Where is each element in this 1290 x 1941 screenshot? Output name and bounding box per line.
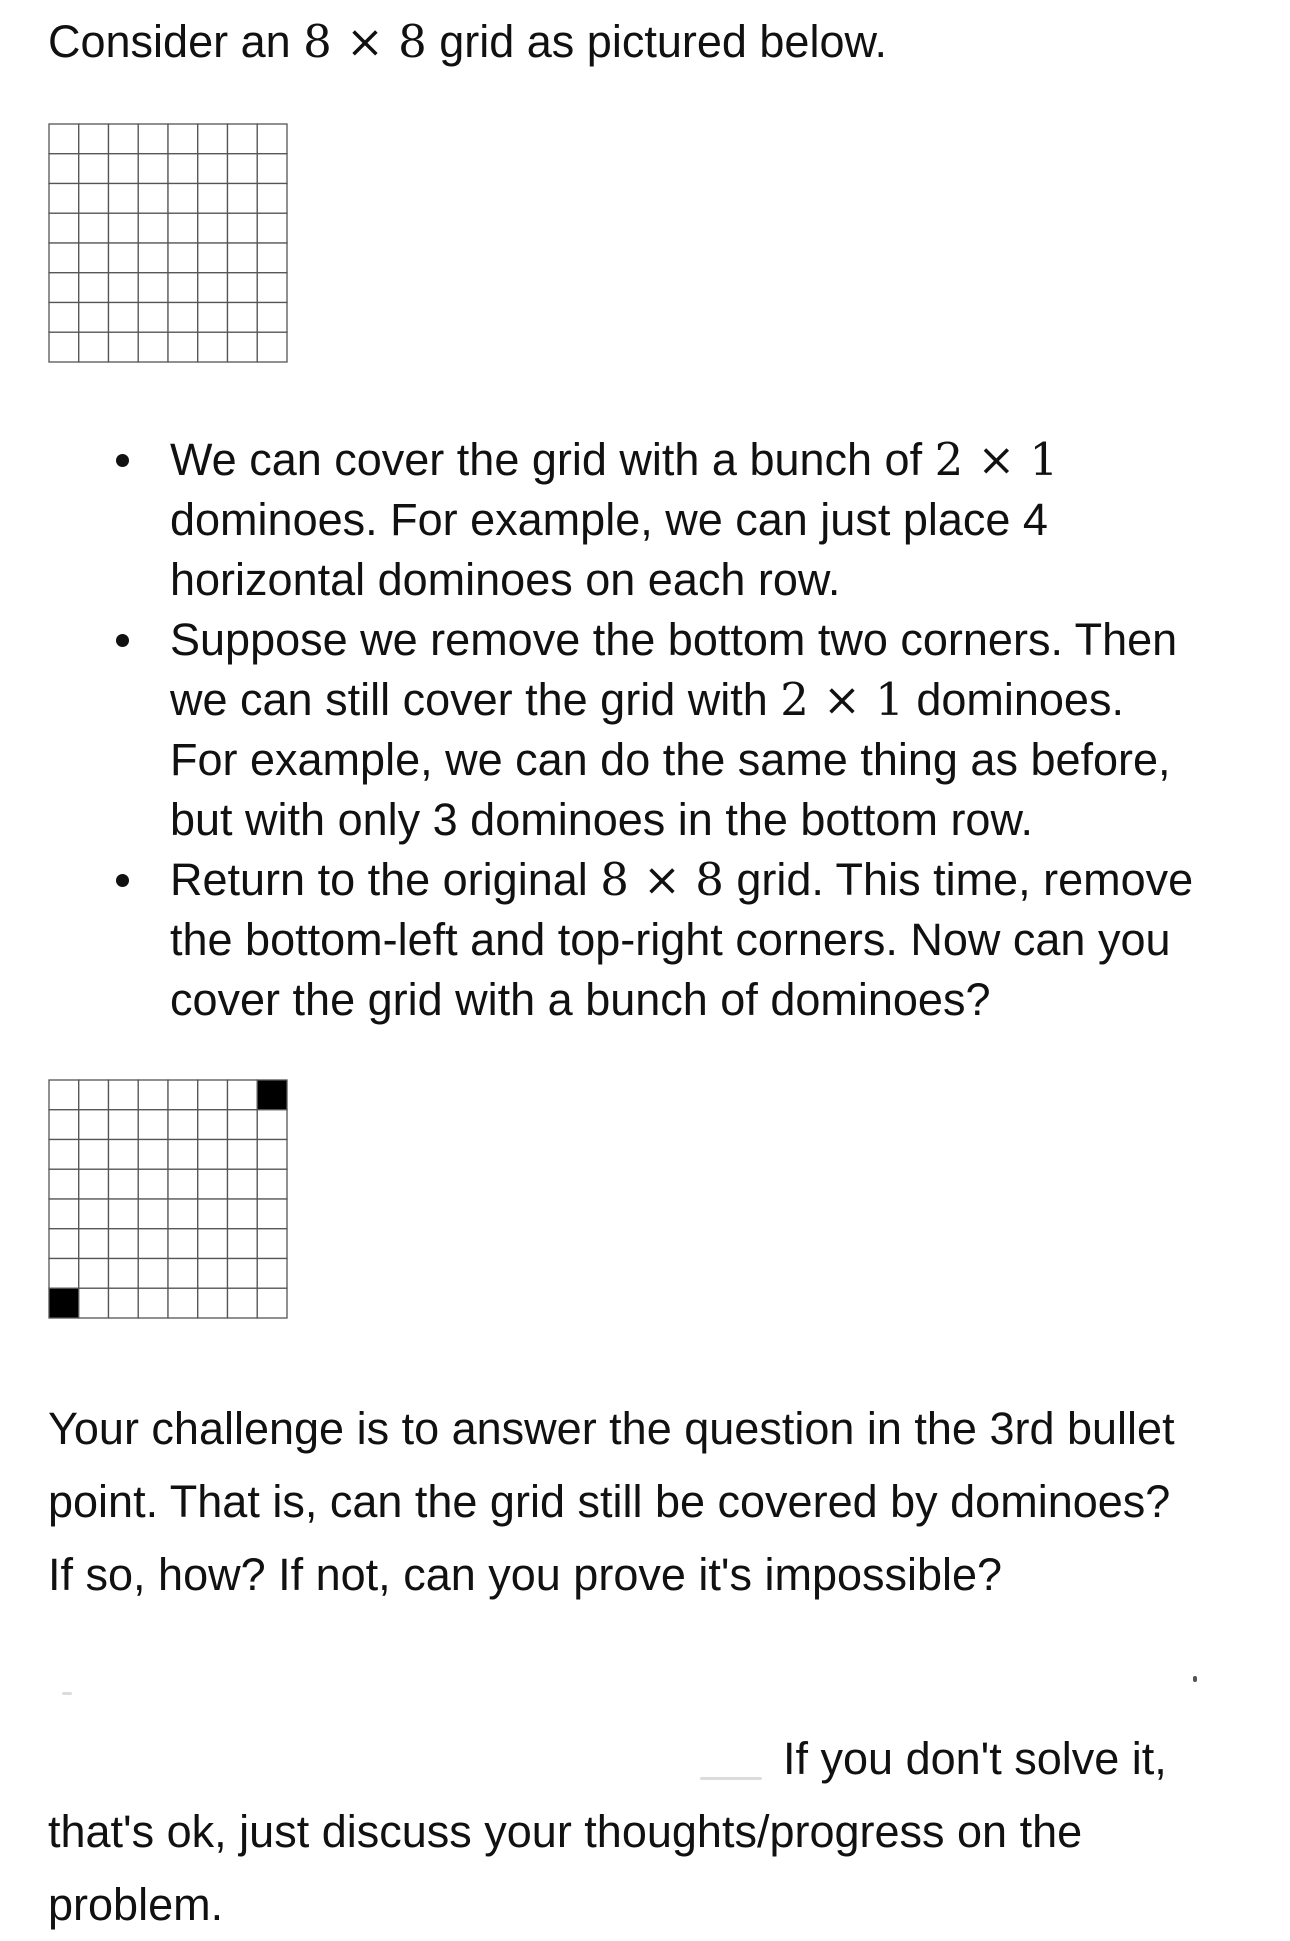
bullet-3-line-3: cover the grid with a bunch of dominoes? [170,974,991,1025]
bullet-list [110,430,1193,1030]
grid-cell [138,184,168,214]
grid-cell [49,1140,79,1170]
grid-cell [49,1199,79,1229]
grid-cell [198,273,228,303]
grid-cell [79,1110,109,1140]
grid-cell [257,1288,287,1318]
grid-cell [79,1259,109,1289]
grid-cell [49,1110,79,1140]
grid-cell [138,243,168,273]
intro-math: 8 × 8 [303,15,427,68]
bullet-3-line-2: the bottom-left and top-right corners. Now can you [170,914,1171,965]
bullet-2-line-4: but with only 3 dominoes in the bottom row. [170,794,1033,845]
grid-cell [228,184,258,214]
bullet-1-line-2: dominoes. For example, we can just place 4 [170,494,1048,545]
grid-corners-removed-svg [48,1079,288,1319]
grid-cell [79,243,109,273]
grid-cell [79,303,109,333]
grid-cell [79,184,109,214]
grid-cell [49,184,79,214]
grid-cell [168,303,198,333]
removed-corner-cell [49,1288,79,1318]
bullet-1-line-1: We can cover the grid with a bunch of 2 × 1 [170,433,1059,486]
scan-artifact [62,1692,72,1695]
grid-cell [198,1110,228,1140]
grid-cell [109,154,139,184]
grid-cell [109,213,139,243]
grid-cell [228,243,258,273]
mutilated-grid-figure [48,1079,288,1319]
grid-cell [168,184,198,214]
grid-cell [228,273,258,303]
challenge-line-3: If so, how? If not, can you prove it's impossible? [48,1549,1003,1600]
grid-cell [257,1199,287,1229]
grid-cell [109,1259,139,1289]
bullet-2-line-2: we can still cover the grid with 2 × 1 dominoes. [170,673,1124,726]
grid-cell [257,154,287,184]
grid-cell [228,1288,258,1318]
grid-cell [79,1169,109,1199]
grid-cell [198,1288,228,1318]
closing-line-1: If you don't solve it, [783,1733,1167,1784]
grid-cell [109,124,139,154]
grid-cell [168,243,198,273]
grid-cell [228,1110,258,1140]
grid-cell [168,1080,198,1110]
grid-cell [49,1229,79,1259]
grid-cell [228,303,258,333]
grid-cell [138,213,168,243]
bullet-item-3 [110,850,1193,1030]
grid-cell [228,1140,258,1170]
grid-cell [198,332,228,362]
grid-cell [168,1288,198,1318]
grid-cell [109,243,139,273]
grid-cell [168,1169,198,1199]
removed-corner-cell [257,1080,287,1110]
grid-cell [198,154,228,184]
bullet-item-1 [110,430,1193,610]
bullet-1-line-3: horizontal dominoes on each row. [170,554,841,605]
grid-cell [228,1199,258,1229]
grid-cell [138,332,168,362]
intro-text [48,12,887,72]
bullet-2-line-3: For example, we can do the same thing as before, [170,734,1171,785]
grid-cell [257,213,287,243]
grid-cell [49,154,79,184]
grid-cell [138,1169,168,1199]
grid-cell [168,154,198,184]
grid-cell [109,1229,139,1259]
grid-cell [228,154,258,184]
grid-cell [257,184,287,214]
grid-cell [257,243,287,273]
grid-cell [198,243,228,273]
bullet-3-line-1: Return to the original 8 × 8 grid. This time, remove [170,853,1194,906]
grid-cell [79,1199,109,1229]
grid-cell [198,1259,228,1289]
grid-cell [257,1169,287,1199]
intro-after: grid as pictured below. [426,16,887,67]
grid-cell [49,1169,79,1199]
grid-cell [198,303,228,333]
grid-cell [79,213,109,243]
grid-cell [168,332,198,362]
grid-cell [138,1259,168,1289]
challenge-line-1: Your challenge is to answer the question in the 3rd bullet [48,1403,1175,1454]
grid-cell [79,124,109,154]
grid-cell [79,1140,109,1170]
grid-cell [257,1140,287,1170]
grid-cell [109,303,139,333]
grid-cell [138,303,168,333]
grid-cell [257,124,287,154]
grid-cell [168,124,198,154]
grid-cell [228,1229,258,1259]
grid-cell [138,154,168,184]
grid-cell [79,154,109,184]
intro-before: Consider an [48,16,304,67]
grid-cell [109,273,139,303]
grid-cell [168,1229,198,1259]
closing-text [48,1722,1167,1941]
grid-cell [79,273,109,303]
grid-cell [228,124,258,154]
grid-cell [109,332,139,362]
grid-cell [138,1080,168,1110]
grid-cell [138,124,168,154]
closing-line-2: that's ok, just discuss your thoughts/progress on the [48,1806,1083,1857]
grid-cell [198,1229,228,1259]
grid-cell [198,1169,228,1199]
grid-cell [109,1169,139,1199]
grid-cell [257,1259,287,1289]
grid-cell [79,1229,109,1259]
grid-cell [198,184,228,214]
scan-artifact [1193,1676,1197,1682]
grid-cell [257,1229,287,1259]
grid-cell [198,1199,228,1229]
grid-cell [138,273,168,303]
challenge-text [48,1392,1175,1611]
grid-cell [138,1288,168,1318]
grid-cell [198,124,228,154]
full-grid-figure [48,123,288,363]
grid-cell [109,1110,139,1140]
grid-cell [138,1140,168,1170]
grid-cell [228,332,258,362]
grid-cell [257,273,287,303]
grid-cell [168,273,198,303]
grid-cell [79,1080,109,1110]
grid-cell [49,1080,79,1110]
grid-cell [168,213,198,243]
grid-cell [138,1199,168,1229]
grid-cell [257,303,287,333]
grid-cell [109,1140,139,1170]
grid-cell [49,243,79,273]
grid-cell [109,1288,139,1318]
grid-cell [109,1080,139,1110]
grid-8x8-svg [48,123,288,363]
grid-cell [138,1229,168,1259]
grid-cell [198,1080,228,1110]
grid-cell [228,213,258,243]
grid-cell [198,1140,228,1170]
grid-cell [109,184,139,214]
challenge-line-2: point. That is, can the grid still be covered by dominoes? [48,1476,1171,1527]
grid-cell [49,124,79,154]
grid-cell [228,1259,258,1289]
grid-cell [109,1199,139,1229]
grid-cell [228,1169,258,1199]
grid-cell [49,332,79,362]
grid-cell [79,1288,109,1318]
closing-line-3: problem. [48,1879,224,1930]
grid-cell [49,213,79,243]
grid-cell [168,1259,198,1289]
grid-cell [79,332,109,362]
grid-cell [257,1110,287,1140]
grid-cell [198,213,228,243]
grid-cell [49,303,79,333]
grid-cell [228,1080,258,1110]
grid-cell [49,273,79,303]
grid-cell [168,1199,198,1229]
grid-cell [257,332,287,362]
grid-cell [168,1110,198,1140]
grid-cell [49,1259,79,1289]
bullet-item-2 [110,610,1193,850]
bullet-2-line-1: Suppose we remove the bottom two corners. Then [170,614,1178,665]
grid-cell [138,1110,168,1140]
grid-cell [168,1140,198,1170]
